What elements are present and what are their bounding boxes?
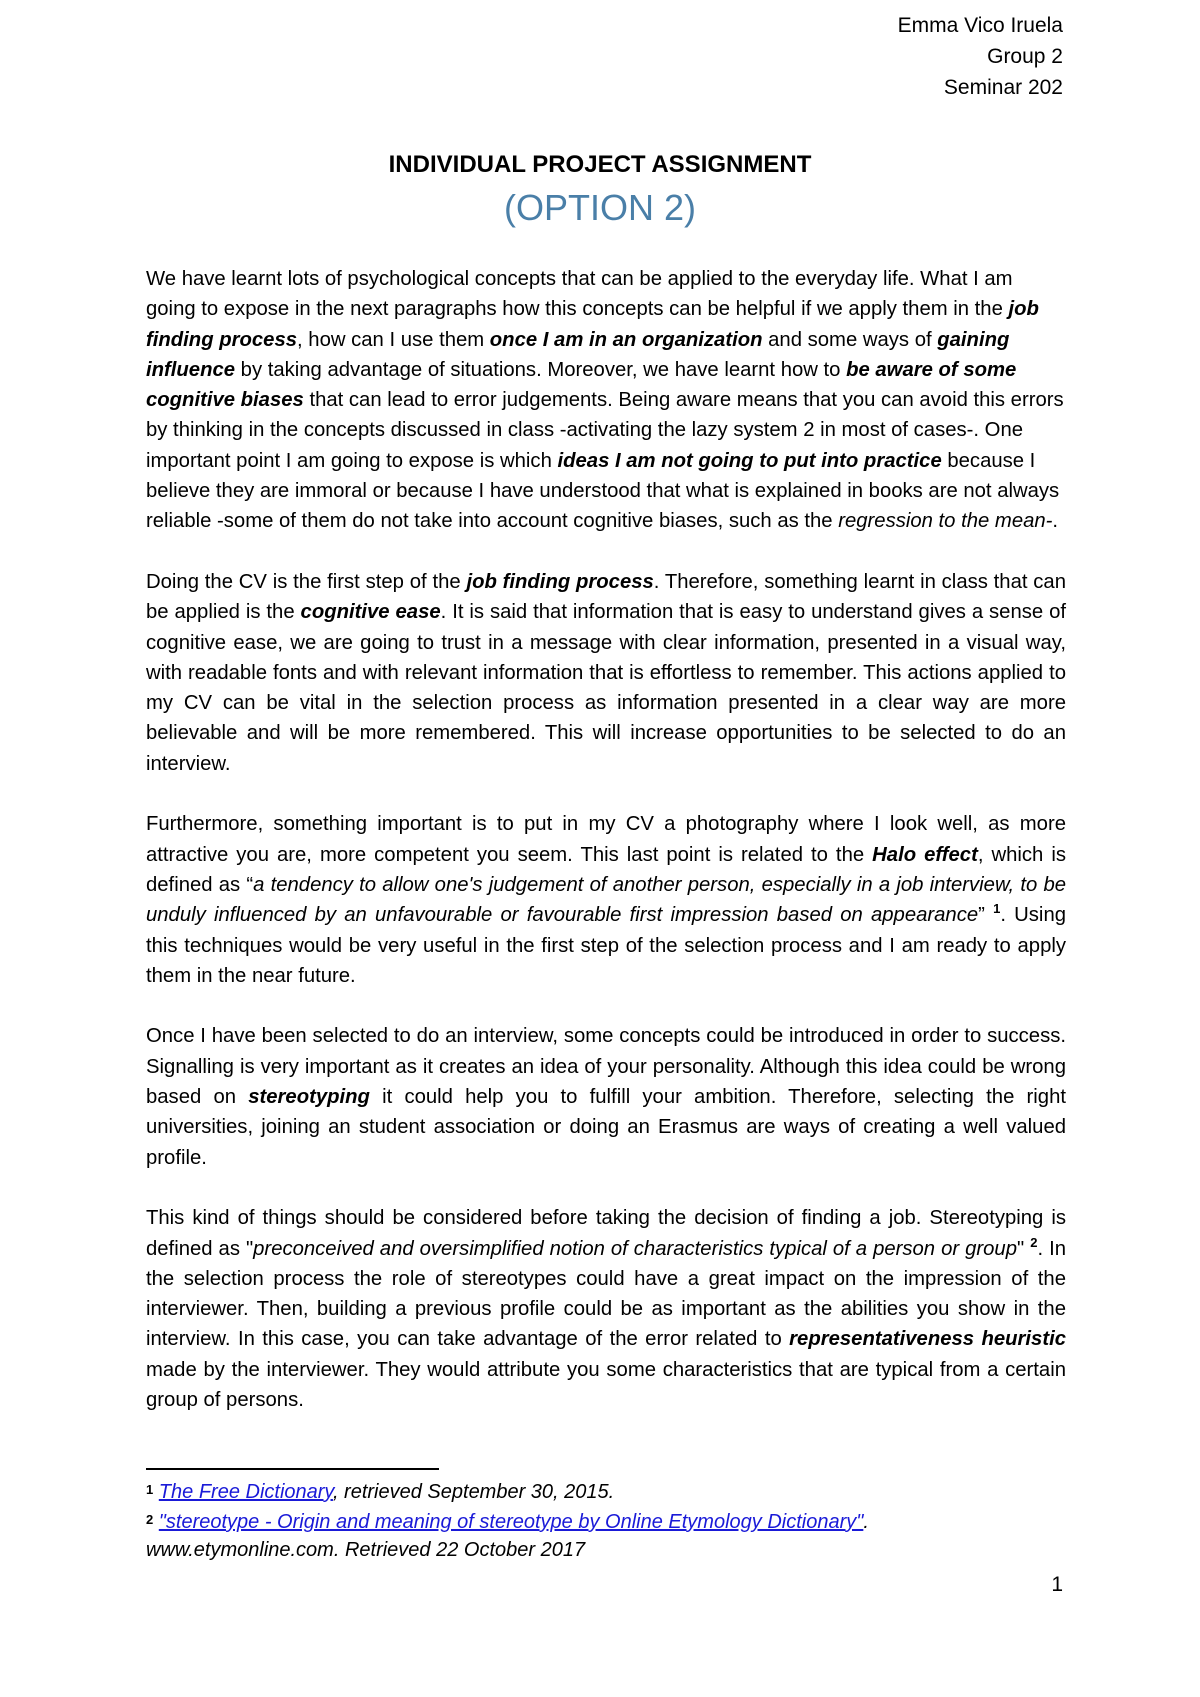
emphasis: Halo effect: [872, 843, 978, 866]
text-run: ”: [978, 904, 994, 927]
emphasis: stereotyping: [248, 1086, 370, 1109]
footnote-separator: [146, 1468, 439, 1470]
footnote-text: .: [863, 1511, 869, 1533]
text-run: ": [1017, 1237, 1031, 1260]
text-run: that can lead to error judgements. Being aware means that you can avoid this errors by thinking in the concepts discussed in class -activating the lazy system 2 in most of cases-. One important point I am going to expose is which: [146, 389, 1064, 472]
body-text: [146, 264, 1066, 1446]
footnote-number: 1: [146, 1482, 154, 1497]
emphasis: be aware of some cognitive biases: [146, 358, 1017, 412]
footnote-text: , retrieved September 30, 2015.: [332, 1481, 615, 1503]
footnote-number: 2: [146, 1512, 154, 1527]
text-run: and some ways of: [762, 328, 938, 351]
text-run: We have learnt lots of psychological concepts that can be applied to the everyday life. What I am going to expose in the next paragraphs how this concepts can be helpful if we apply them in the: [146, 268, 1013, 321]
footnote-ref[interactable]: 1: [993, 901, 1001, 917]
text-run: it could help you to fulfill your ambition. Therefore, selecting the right universities, joining an student association or doing an Erasmus are ways of creating a well valued profile.: [146, 1086, 1066, 1169]
group-label: Group 2: [987, 45, 1063, 68]
emphasis: ideas I am not going to put into practice: [557, 449, 942, 472]
text-run: . It is said that information that is easy to understand gives a sense of cognitive ease, we are going to trust in a message with clear information, presented in a visual way, with readable fonts and with relevant information that is effortless to remember. This actions applied to my CV can be vital in the selection process as information presented in a clear way are more believable and will be more remembered. This will increase opportunities to be selected to do an interview.: [146, 601, 1066, 775]
text-run: Once I have been selected to do an interview, some concepts could be introduced in order to success. Signalling is very important as it creates an idea of your personality. Although this idea could be wrong based on: [146, 1025, 1066, 1109]
paragraph-halo: [146, 809, 1066, 991]
emphasis: cognitive ease: [300, 601, 441, 624]
footnote-1: [146, 1476, 1066, 1506]
emphasis: job finding process: [146, 298, 1039, 351]
text-run: because I believe they are immoral or because I have understood that what is explained in books are not always reliable -some of them do not take into account cognitive biases, such as the: [146, 449, 1060, 533]
emphasis: representativeness heuristic: [789, 1328, 1066, 1351]
header-block: [898, 10, 1063, 103]
seminar-label: Seminar 202: [943, 76, 1063, 99]
footnote-link[interactable]: The Free Dictionary: [158, 1481, 333, 1503]
text-run: .: [1052, 510, 1059, 533]
text-run: by taking advantage of situations. Moreover, we have learnt how to: [235, 358, 847, 381]
paragraph-interview: [146, 1021, 1066, 1172]
text-run: , how can I use them: [297, 328, 490, 351]
footnote-ref[interactable]: 2: [1030, 1234, 1038, 1250]
footnote-2-continuation: www.etymonline.com. Retrieved 22 October 2017: [146, 1539, 586, 1561]
text-run: . In the selection process the role of stereotypes could have a great impact on the impression of the interviewer. Then, building a previous profile could be as important as the abilities you show in the interview. In this case, you can take advantage of the error related to: [146, 1237, 1066, 1351]
italic-run: regression to the mean-: [838, 510, 1053, 533]
text-run: . Using this techniques would be very useful in the first step of the selection process and I am ready to apply them in the near future.: [146, 904, 1067, 987]
page-number: 1: [1051, 1573, 1063, 1596]
text-run: . Therefore, something learnt in class that can be applied is the: [146, 570, 1066, 624]
author-name: Emma Vico Iruela: [897, 14, 1063, 37]
text-run: made by the interviewer. They would attribute you some characteristics that are typical from a certain group of persons.: [146, 1358, 1066, 1411]
footnotes: [146, 1476, 1066, 1564]
footnote-2: [146, 1506, 1066, 1536]
emphasis: once I am in an organization: [489, 328, 763, 351]
text-run: This kind of things should be considered before taking the decision of finding a job. Stereotyping is defined as ": [146, 1207, 1066, 1260]
text-run: Furthermore, something important is to put in my CV a photography where I look well, as more attractive you are, more competent you seem. This last point is related to the: [146, 813, 1066, 866]
document-subtitle: (OPTION 2): [503, 187, 696, 228]
emphasis: gaining influence: [146, 328, 1010, 381]
italic-run: a tendency to allow one's judgement of another person, especially in a job interview, to be unduly influenced by an unfavourable or favourable first impression based on appearance: [146, 873, 1067, 927]
paragraph-intro: [146, 264, 1066, 537]
paragraph-stereotyping: [146, 1203, 1066, 1415]
text-run: , which is defined as “: [146, 843, 1066, 896]
document-title: INDIVIDUAL PROJECT ASSIGNMENT: [388, 151, 812, 178]
text-run: Doing the CV is the first step of the: [146, 570, 467, 593]
footnote-link[interactable]: "stereotype - Origin and meaning of stereotype by Online Etymology Dictionary": [158, 1511, 864, 1533]
paragraph-cv: [146, 567, 1066, 779]
emphasis: job finding process: [466, 570, 654, 593]
italic-run: preconceived and oversimplified notion of characteristics typical of a person or group: [253, 1237, 1017, 1260]
